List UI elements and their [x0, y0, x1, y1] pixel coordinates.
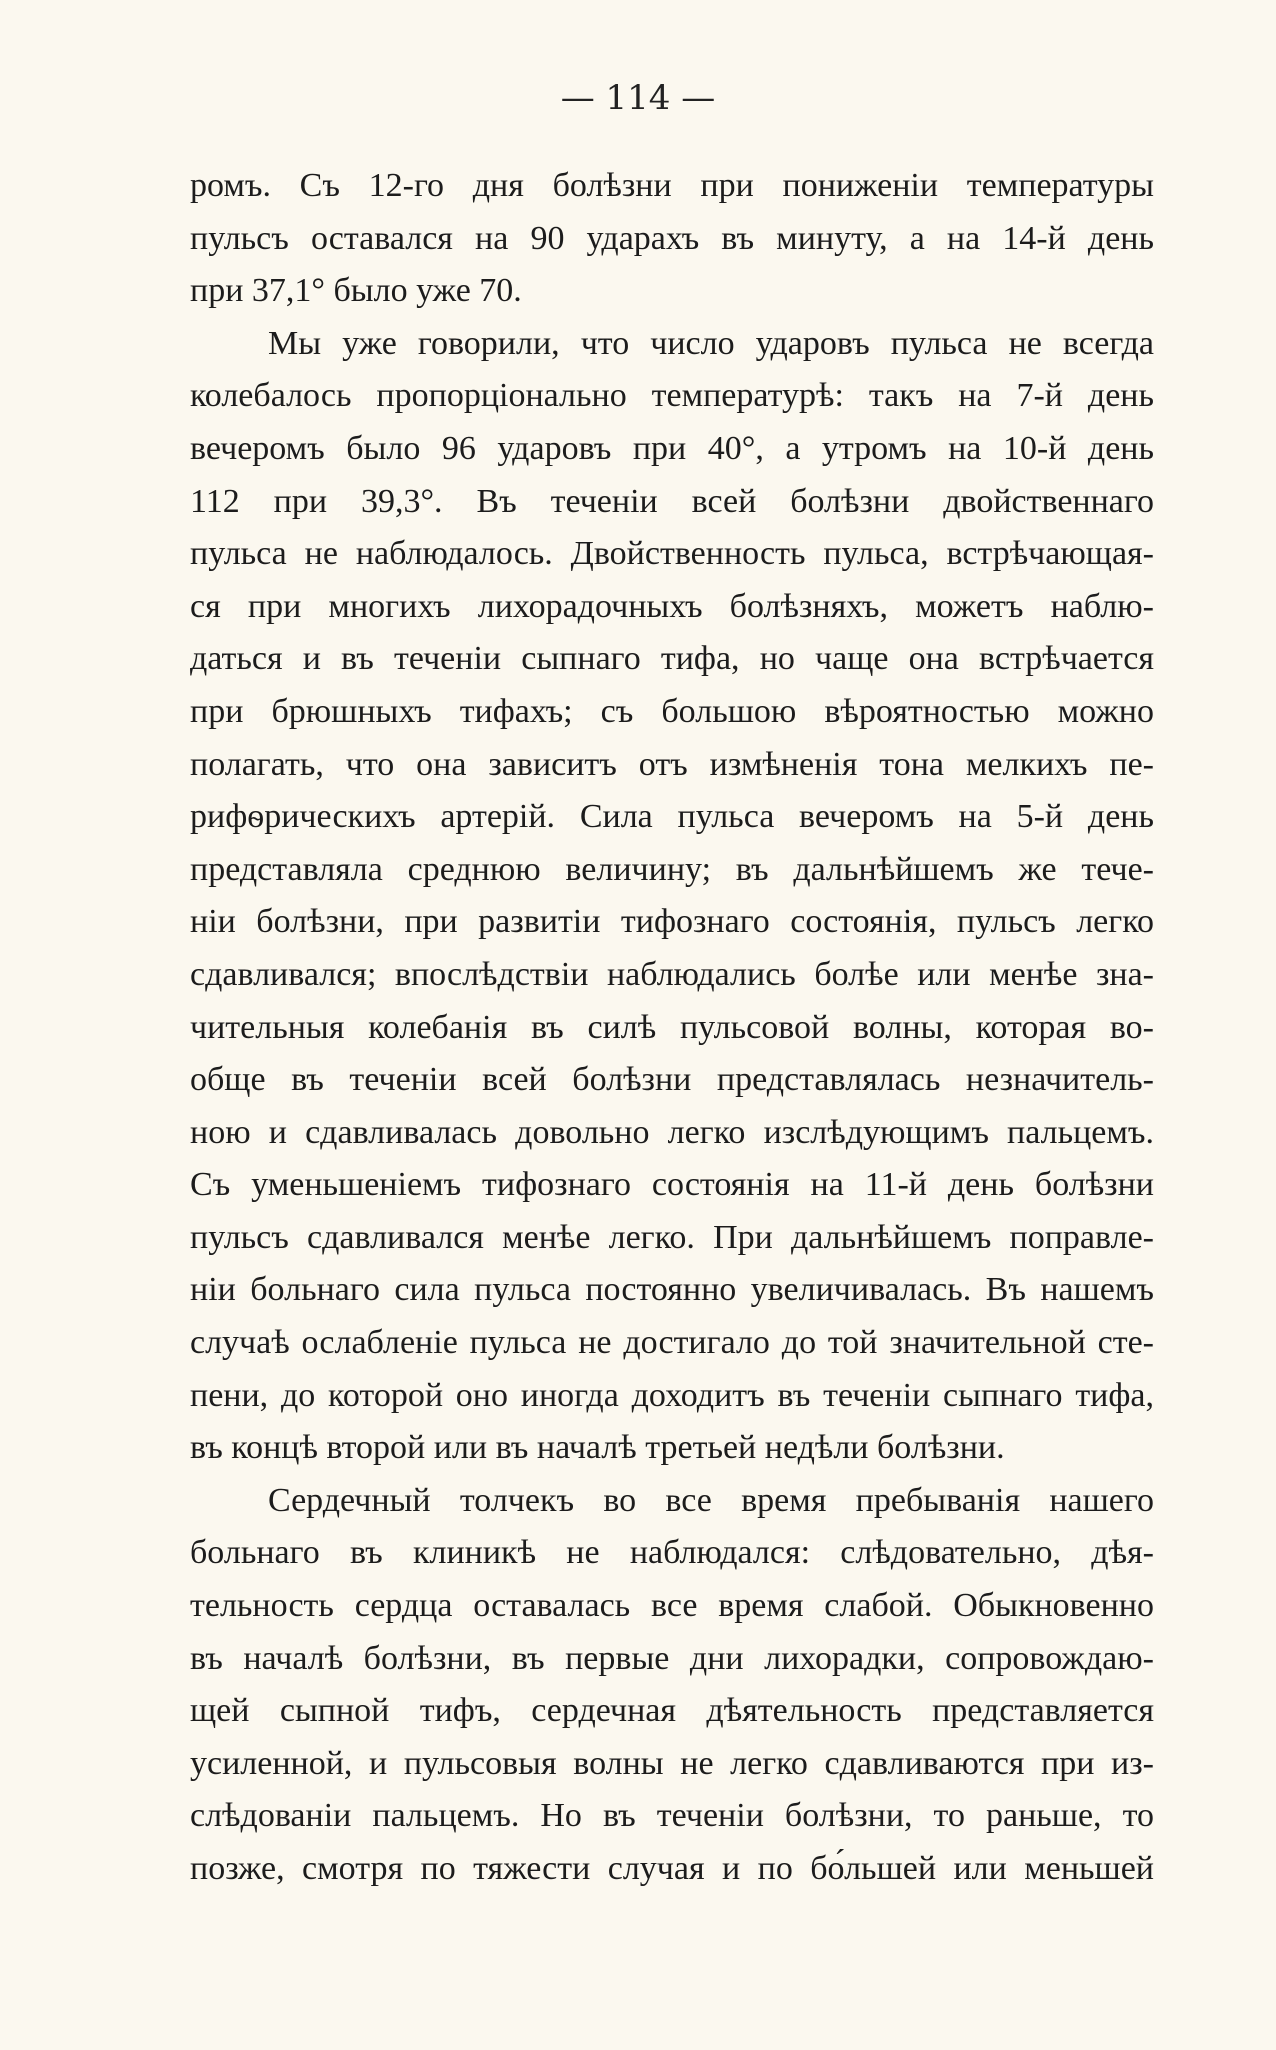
text-line: больнаго въ клиникѣ не наблюдался: слѣдовательно, дѣя- [190, 1534, 1154, 1572]
text-line: ніи болѣзни, при развитіи тифознаго состоянія, пульсъ легко [190, 903, 1154, 941]
text-line: сдавливался; впослѣдствіи наблюдались болѣе или менѣе зна- [190, 955, 1154, 993]
text-line: 112 при 39,3°. Въ теченіи всей болѣзни двойственнаго [190, 482, 1154, 520]
text-line: тельность сердца оставалась все время слабой. Обыкновенно [190, 1587, 1154, 1625]
text-line: при брюшныхъ тифахъ; съ большою вѣроятностью можно [190, 692, 1154, 730]
text-line: чительныя колебанія въ силѣ пульсовой волны, которая во- [190, 1008, 1154, 1046]
text-line: слѣдованіи пальцемъ. Но въ теченіи болѣзни, то раньше, то [190, 1797, 1154, 1835]
text-line: обще въ теченіи всей болѣзни представлялась незначитель- [190, 1061, 1154, 1099]
text-line: пени, до которой оно иногда доходитъ въ теченіи сыпнаго тифа, [190, 1376, 1154, 1414]
text-line: полагать, что она зависитъ отъ измѣненія тона мелкихъ пе- [190, 745, 1154, 783]
text-line: вечеромъ было 96 ударовъ при 40°, а утромъ на 10-й день [190, 429, 1154, 467]
text-line: колебалось пропорціонально температурѣ: такъ на 7-й день [190, 377, 1154, 415]
page-number: — 114 — [560, 78, 716, 118]
text-line: представляла среднюю величину; въ дальнѣйшемъ же тече- [190, 850, 1154, 888]
text-line: Сердечный толчекъ во все время пребыванія нашего [268, 1481, 1154, 1519]
text-line: ніи больнаго сила пульса постоянно увеличивалась. Въ нашемъ [190, 1271, 1154, 1309]
text-line: ною и сдавливалась довольно легко изслѣдующимъ пальцемъ. [190, 1113, 1154, 1151]
text-line: щей сыпной тифъ, сердечная дѣятельность представляется [190, 1692, 1154, 1730]
text-line: пульсъ оставался на 90 ударахъ въ минуту, а на 14-й день [190, 219, 1154, 257]
text-line: пульса не наблюдалось. Двойственность пульса, встрѣчающая- [190, 535, 1154, 573]
text-line: въ началѣ болѣзни, въ первые дни лихорадки, сопровождаю- [190, 1639, 1154, 1677]
body-text [190, 160, 1154, 1896]
text-line: въ концѣ второй или въ началѣ третьей недѣли болѣзни. [190, 1429, 1005, 1467]
text-line: Мы уже говорили, что число ударовъ пульса не всегда [268, 324, 1154, 362]
text-line: усиленной, и пульсовыя волны не легко сдавливаются при из- [190, 1744, 1154, 1782]
text-line: рифѳрическихъ артерій. Сила пульса вечеромъ на 5-й день [190, 798, 1154, 836]
text-line: при 37,1° было уже 70. [190, 272, 522, 310]
text-line: ся при многихъ лихорадочныхъ болѣзняхъ, можетъ наблю- [190, 587, 1154, 625]
text-line: пульсъ сдавливался менѣе легко. При дальнѣйшемъ поправле- [190, 1218, 1154, 1256]
text-line: Съ уменьшеніемъ тифознаго состоянія на 11-й день болѣзни [190, 1166, 1154, 1204]
text-line: позже, смотря по тяжести случая и по бо́льшей или меньшей [190, 1850, 1154, 1887]
text-line: даться и въ теченіи сыпнаго тифа, но чаще она встрѣчается [190, 640, 1154, 678]
text-line: случаѣ ослабленіе пульса не достигало до той значительной сте- [190, 1324, 1154, 1362]
text-line: ромъ. Съ 12-го дня болѣзни при пониженіи температуры [190, 167, 1154, 204]
